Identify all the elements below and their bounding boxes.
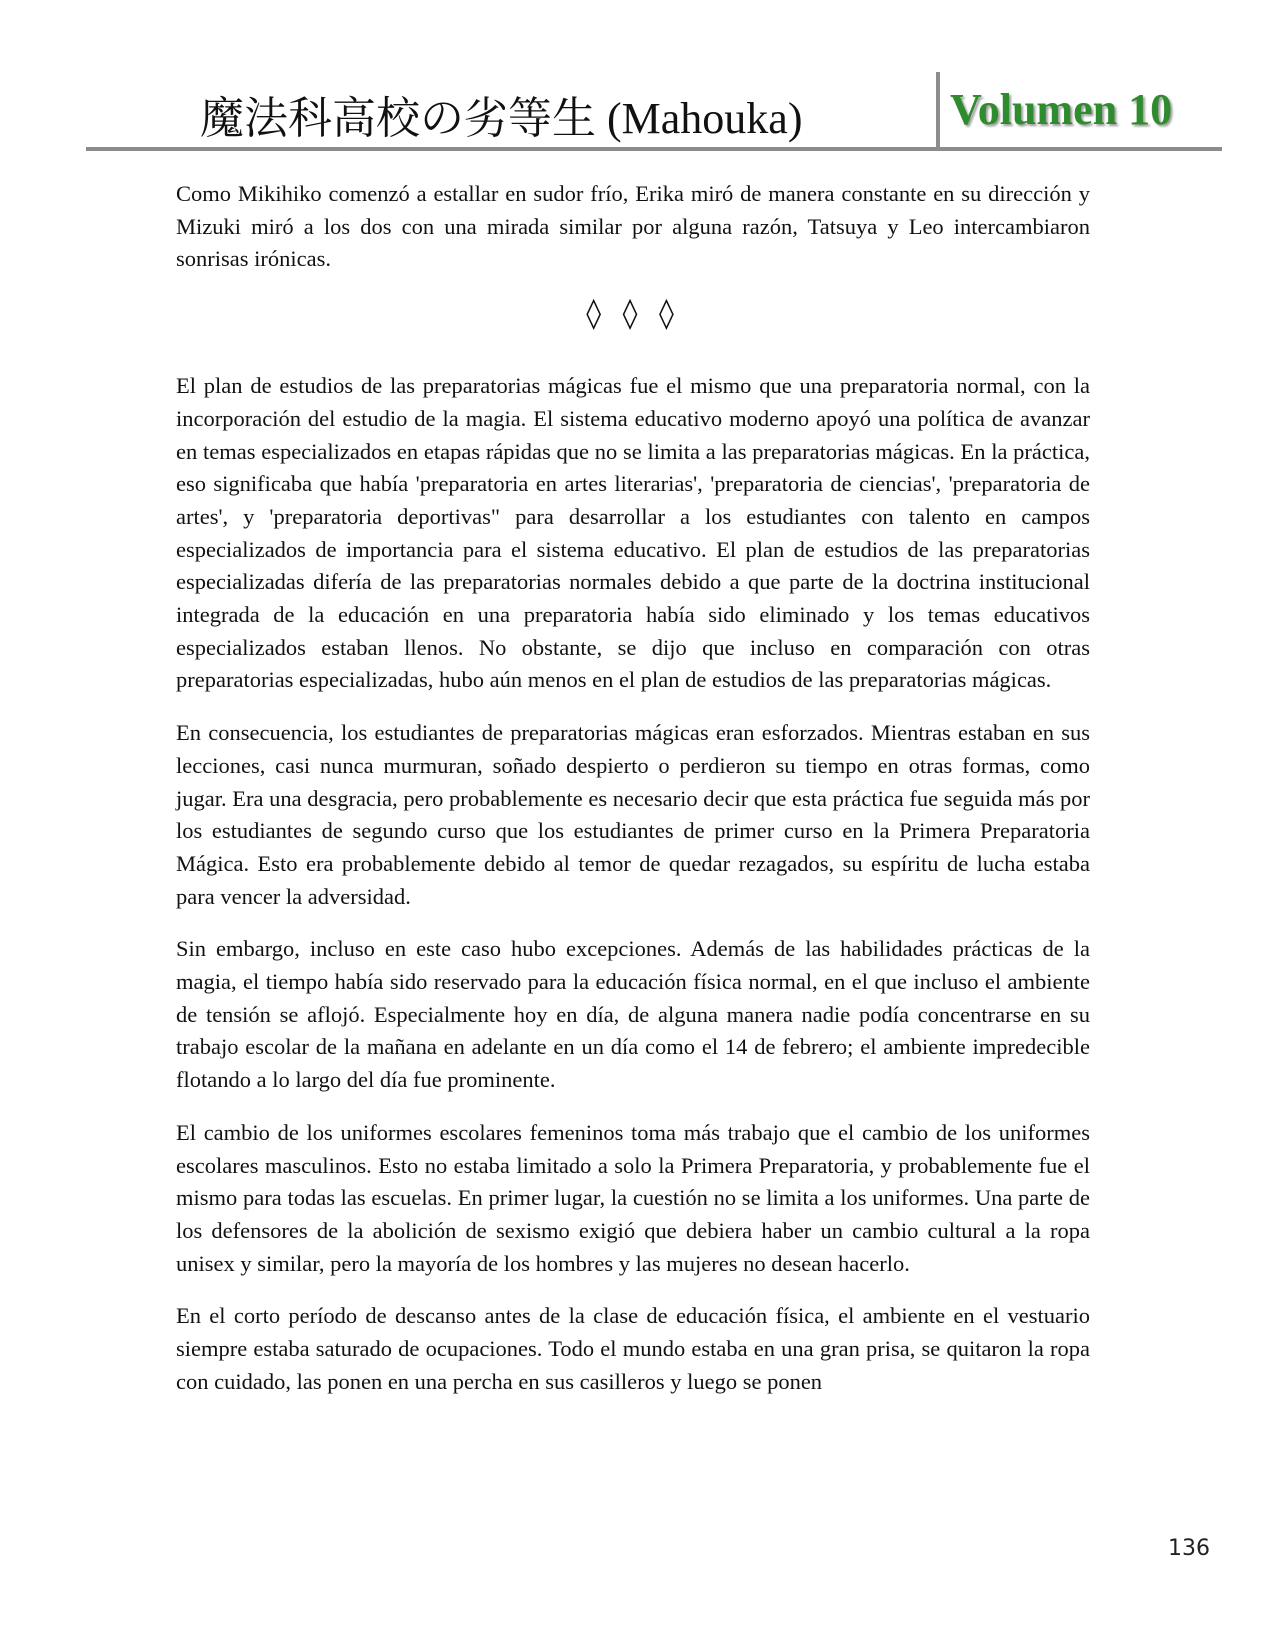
volume-label: Volumen 10 — [950, 85, 1173, 134]
paragraph-6: En el corto período de descanso antes de la clase de educación física, el ambiente en el vestuario siempre estaba saturado de ocupaciones. Todo el mundo estaba en una gran prisa, se quitaron la ropa con cuidado, las ponen en una percha en sus casilleros y luego se ponen — [176, 1303, 1090, 1394]
paragraph-2: El plan de estudios de las preparatorias mágicas fue el mismo que una preparatoria normal, con la incorporación del estudio de la magia. El sistema educativo moderno apoyó una política de avanzar en temas especializados en etapas rápidas que no se limita a las preparatorias mágicas. En la práctica, eso significaba que había 'preparatoria en artes literarias', 'preparatoria de ciencias', 'preparatoria de artes', y 'preparatoria deportivas" para desarrollar a los estudiantes con talento en campos especializados de importancia para el sistema educativo. El plan de estudios de las preparatorias especializadas difería de las preparatorias normales debido a que parte de la doctrina institucional integrada de la educación en una preparatoria había sido eliminado y los temas educativos especializados estaban llenos. No obstante, se dijo que incluso en comparación con otras preparatorias especializadas, hubo aún menos en el plan de estudios de las preparatorias mágicas. — [176, 373, 1090, 693]
paragraph-5: El cambio de los uniformes escolares femeninos toma más trabajo que el cambio de los uniformes escolares masculinos. Esto no estaba limitado a solo la Primera Preparatoria, y probablemente fue el mismo para todas las escuelas. En primer lugar, la cuestión no se limita a los uniformes. Una parte de los defensores de la abolición de sexismo exigió que debiera haber un cambio cultural a la ropa unisex y similar, pero la mayoría de los hombres y las mujeres no desean hacerlo. — [176, 1119, 1090, 1276]
page-number: 136 — [1168, 1536, 1210, 1561]
page-body — [176, 178, 1090, 1419]
paragraph-1: Como Mikihiko comenzó a estallar en sudor frío, Erika miró de manera constante en su dirección y Mizuki miró a los dos con una mirada similar por alguna razón, Tatsuya y Leo intercambiaron sonrisas irónicas. — [176, 181, 1090, 272]
page-header — [0, 0, 1275, 160]
header-vertical-divider — [936, 72, 940, 148]
scene-break-separator: ◊ ◊ ◊ — [586, 296, 680, 332]
header-rule — [86, 147, 1222, 151]
paragraph-3: En consecuencia, los estudiantes de preparatorias mágicas eran esforzados. Mientras estaban en sus lecciones, casi nunca murmuran, soñado despierto o perdieron su tiempo en otras formas, como jugar. Era una desgracia, pero probablemente es necesario decir que esta práctica fue seguida más por los estudiantes de segundo curso que los estudiantes de primer curso en la Primera Preparatoria Mágica. Esto era probablemente debido al temor de quedar rezagados, su espíritu de lucha estaba para vencer la adversidad. — [176, 720, 1090, 909]
series-title: 魔法科高校の劣等生 (Mahouka) — [200, 94, 803, 143]
paragraph-4: Sin embargo, incluso en este caso hubo excepciones. Además de las habilidades prácticas de la magia, el tiempo había sido reservado para la educación física normal, en el que incluso el ambiente de tensión se aflojó. Especialmente hoy en día, de alguna manera nadie podía concentrarse en su trabajo escolar de la mañana en adelante en un día como el 14 de febrero; el ambiente impredecible flotando a lo largo del día fue prominente. — [176, 936, 1090, 1093]
